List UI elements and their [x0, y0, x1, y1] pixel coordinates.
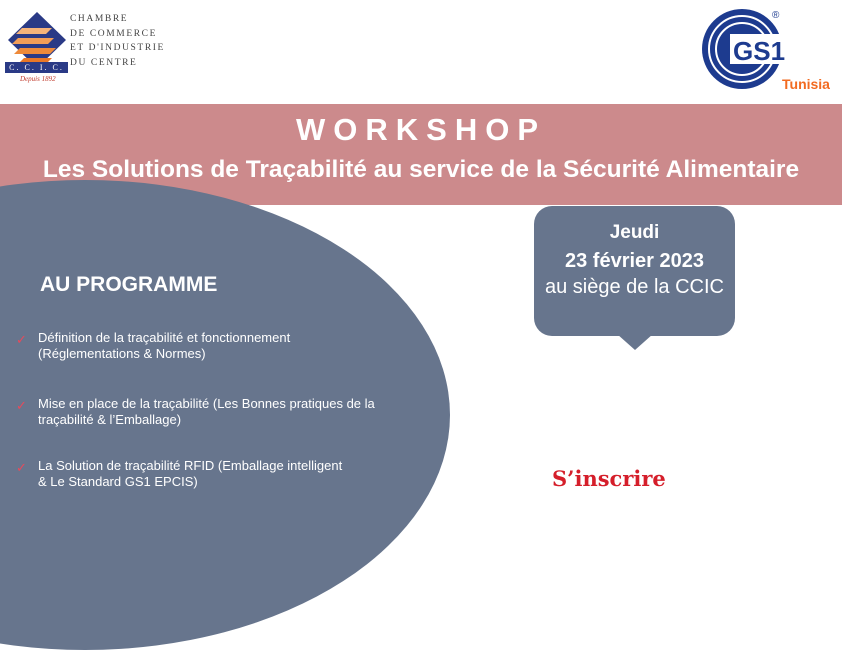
ccic-since: Depuis 1892: [20, 75, 56, 83]
banner-subtitle: Les Solutions de Traçabilité au service de la Sécurité Alimentaire: [42, 156, 800, 183]
ccic-name-line: DE COMMERCE: [70, 28, 158, 39]
gs1-registered: ®: [772, 10, 780, 21]
program-item-line: La Solution de traçabilité RFID (Emballage intelligent: [38, 458, 343, 473]
program-item-line: Définition de la traçabilité et fonctionnement: [38, 330, 291, 345]
ccic-abbreviation: C. C. I. C.: [5, 62, 68, 73]
program-item-line: Mise en place de la traçabilité (Les Bonnes pratiques de la: [38, 396, 375, 411]
program-item-line: & Le Standard GS1 EPCIS): [38, 474, 198, 489]
check-icon: ✓: [16, 398, 27, 413]
program-item-line: traçabilité & l’Emballage): [38, 412, 182, 427]
ccic-name-line: ET D'INDUSTRIE: [70, 43, 165, 53]
gs1-logo-icon: [700, 4, 790, 94]
check-icon: ✓: [16, 332, 27, 347]
event-date-bubble: [534, 206, 735, 336]
ccic-name-line: DU CENTRE: [70, 57, 138, 68]
ccic-name-line: CHAMBRE: [70, 14, 129, 24]
bubble-tail: [617, 334, 653, 350]
program-item-line: (Réglementations & Normes): [38, 346, 206, 361]
check-icon: ✓: [16, 460, 27, 475]
register-button[interactable]: S’inscrire: [552, 466, 666, 491]
ccic-name: [70, 12, 165, 70]
gs1-country-label: Tunisia: [782, 76, 830, 92]
program-heading: AU PROGRAMME: [40, 273, 218, 296]
event-date: 23 février 2023: [564, 250, 704, 272]
banner-title: WORKSHOP: [296, 112, 546, 147]
event-place: au siège de la CCIC: [545, 276, 724, 298]
event-day: Jeudi: [609, 222, 660, 243]
gs1-mark: GS1: [733, 36, 786, 66]
